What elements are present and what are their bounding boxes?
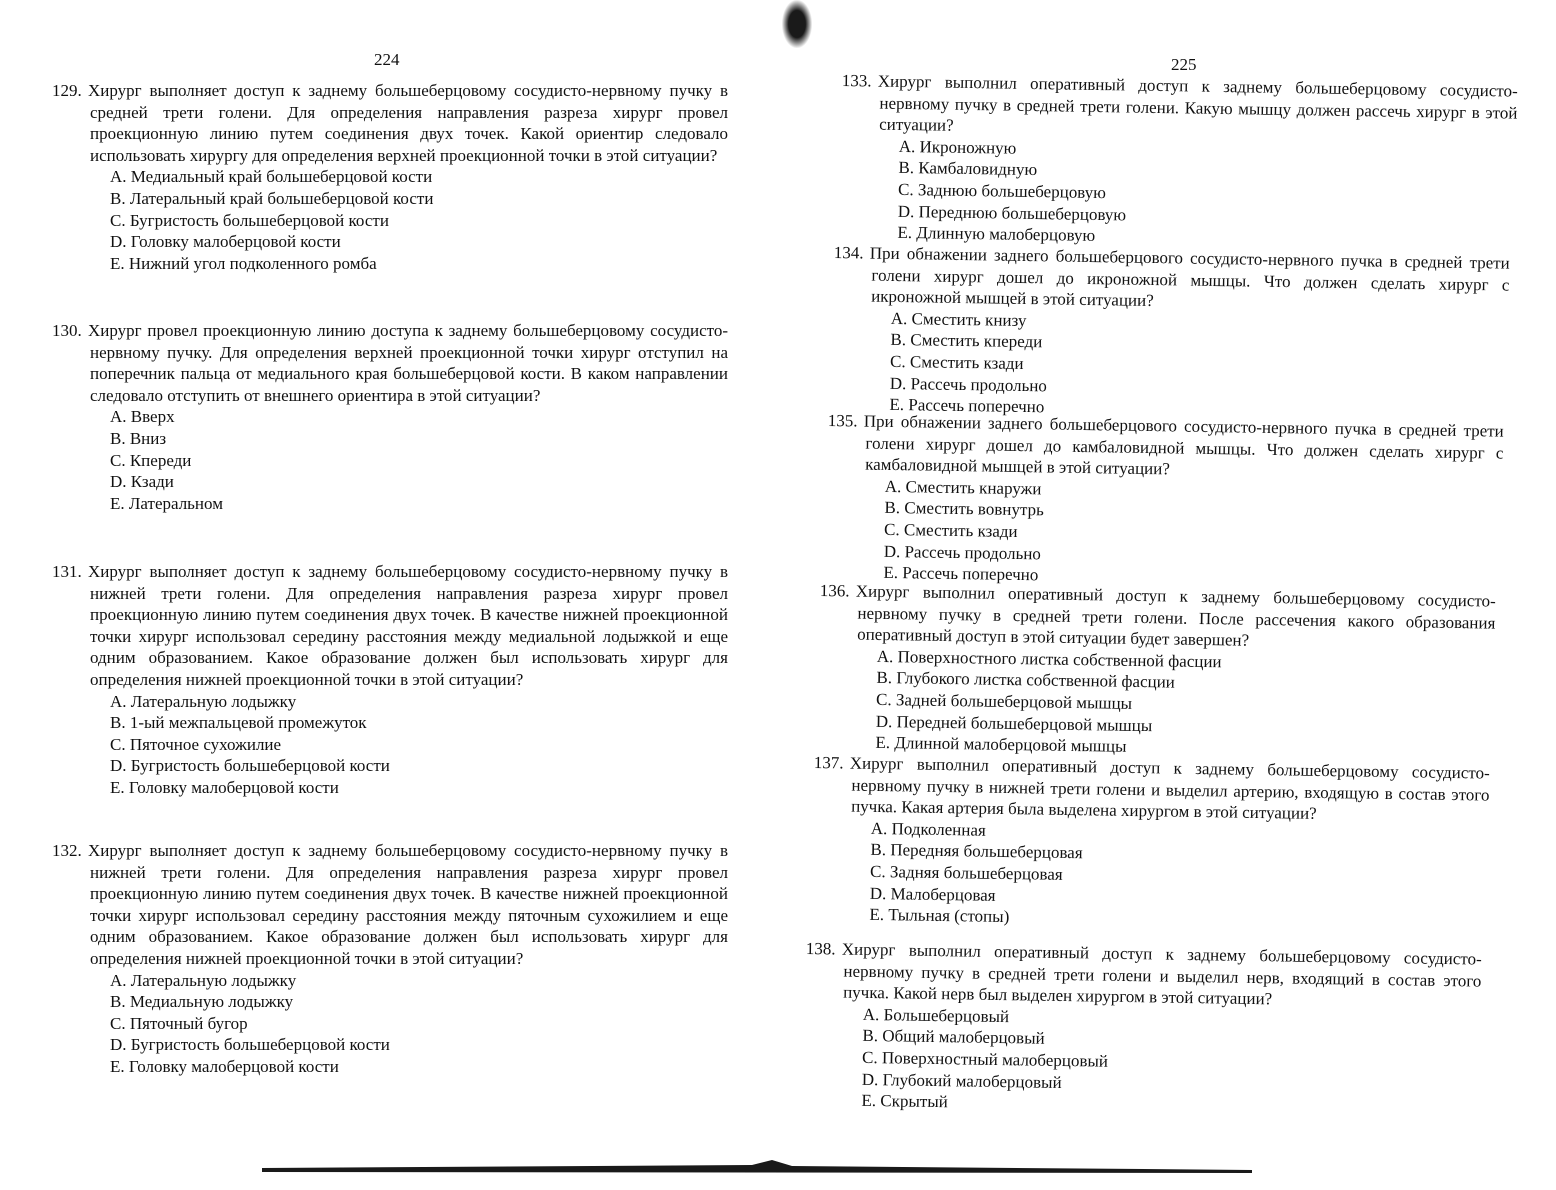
question-text <box>833 242 1510 317</box>
left-page <box>0 0 760 1190</box>
answer-option-c: С. Поверхностный малоберцовый <box>861 1047 1109 1071</box>
question-text <box>827 410 1504 485</box>
answer-option-c: С. Задней большеберцовой мышцы <box>875 689 1133 713</box>
answer-option-d: D. Рассечь продольно <box>883 541 1042 563</box>
question-134 <box>831 242 1510 425</box>
question-number: 137. <box>813 752 844 773</box>
answer-option-b: В. Сместить вовнутрь <box>884 498 1044 520</box>
question-138 <box>803 938 1482 1121</box>
answer-options <box>817 645 1495 764</box>
question-number: 129. <box>52 81 82 100</box>
answer-option-b: В. Медиальную лодыжку <box>110 992 294 1012</box>
answer-options <box>52 691 728 799</box>
answer-option-d: D. Переднюю большеберцовую <box>897 201 1127 225</box>
question-number: 136. <box>819 580 850 601</box>
answer-options <box>52 970 728 1078</box>
answer-option-a: А. Медиальный край большеберцовой кости <box>110 167 433 187</box>
question-131 <box>52 561 728 799</box>
answer-option-d: D. Головку малоберцовой кости <box>110 232 341 252</box>
answer-option-c: С. Задняя большеберцовая <box>869 861 1063 884</box>
answer-options <box>825 475 1503 594</box>
answer-option-e: Е. Латеральном <box>110 493 223 513</box>
answer-option-b: В. Латеральный край большеберцовой кости <box>110 188 434 208</box>
question-text <box>52 561 728 691</box>
answer-option-a: А. Латеральную лодыжку <box>110 691 297 711</box>
page-number: 225 <box>1171 55 1197 74</box>
answer-option-d: D. Бугристость большеберцовой кости <box>110 1035 390 1055</box>
question-body: Хирург выполняет доступ к заднему большеберцовому сосудисто-нервному пучку в нижней трети голени. Для определения направления разреза хирург провел проекционную линию путем соединения двух точек. В качестве нижней проекционной точки хирург использовал середину расстояния между медиальной лодыжкой и еще одним образованием. Какое образование должен был использовать хирург для определения нижней проекционной точки в этой ситуации? <box>88 562 728 689</box>
answer-option-c: С. Пяточный бугор <box>110 1013 248 1033</box>
right-page <box>790 0 1556 1190</box>
question-129 <box>52 80 728 274</box>
question-text <box>52 840 728 970</box>
answer-option-e: Е. Тыльная (стопы) <box>869 905 1010 927</box>
answer-option-a: А. Подколенная <box>870 818 986 840</box>
question-135 <box>825 410 1504 593</box>
question-text <box>841 70 1518 145</box>
answer-option-d: D. Кзади <box>110 472 174 492</box>
question-number: 133. <box>841 70 872 91</box>
answer-option-a: А. Поверхностного листка собственной фасции <box>876 646 1222 672</box>
question-130 <box>52 320 728 514</box>
answer-options <box>831 307 1509 426</box>
page-number: 224 <box>374 50 400 69</box>
answer-option-d: D. Рассечь продольно <box>889 373 1048 395</box>
answer-options <box>52 166 728 274</box>
answer-option-d: D. Бугристость большеберцовой кости <box>110 756 390 776</box>
question-body: Хирург выполнил оперативный доступ к заднему большеберцовому сосудисто-нервному пучку в средней трети голени и выделил нерв, входящий в состав этого пучка. Какой нерв был выделен хирургом в этой ситуации? <box>841 939 1482 1009</box>
answer-options <box>803 1003 1481 1122</box>
question-136 <box>817 580 1496 763</box>
question-number: 131. <box>52 562 82 581</box>
question-137 <box>811 752 1490 935</box>
answer-option-e: Е. Скрытый <box>861 1091 948 1112</box>
answer-option-e: Е. Длинную малоберцовую <box>897 223 1096 246</box>
question-text <box>52 80 728 166</box>
answer-option-c: С. Сместить кзади <box>889 351 1024 373</box>
question-number: 134. <box>833 242 864 263</box>
question-body: При обнажении заднего большеберцового сосудисто-нервного пучка в средней трети голени хирург дошел до икроножной мышцы. Что должен сделать хирург с икроножной мышцей в этой ситуации? <box>869 243 1510 311</box>
question-body: Хирург выполнил оперативный доступ к заднему большеберцовому сосудисто-нервному пучку в средней трети голени. После рассечения какого образования оперативный доступ в этой ситуации будет завершен? <box>855 581 1496 650</box>
answer-option-e: Е. Головку малоберцовой кости <box>110 777 339 797</box>
answer-options <box>52 406 728 514</box>
question-body: Хирург выполняет доступ к заднему большеберцовому сосудисто-нервному пучку в нижней трети голени. Для определения направления разреза хирург провел проекционную линию путем соединения двух точек. В качестве нижней проекционной точки хирург использовал середину расстояния между пяточным сухожилием и еще одним образованием. Какое образование должен был использовать хирург для определения нижней проекционной точки в этой ситуации? <box>88 841 728 968</box>
answer-option-a: А. Сместить кнаружи <box>884 476 1042 499</box>
answer-option-a: А. Икроножную <box>898 136 1017 158</box>
question-text <box>805 938 1482 1013</box>
answer-option-d: D. Глубокий малоберцовый <box>861 1069 1062 1092</box>
answer-option-b: В. Сместить кпереди <box>890 330 1043 352</box>
answer-option-a: А. Вверх <box>110 407 175 427</box>
question-body: Хирург выполнил оперативный доступ к заднему большеберцовому сосудисто-нервному пучку в средней трети голени. Какую мышцу должен рассечь хирург в этой ситуации? <box>877 71 1518 135</box>
answer-option-a: А. Большеберцовый <box>862 1004 1010 1026</box>
question-body: Хирург выполняет доступ к заднему большеберцовому сосудисто-нервному пучку в средней трети голени. Для определения направления разреза хирург провел проекционную линию путем соединения двух точек. Какой ориентир следовало использовать хирургу для определения верхней проекционной точки в этой ситуации? <box>88 81 728 165</box>
question-body: Хирург выполнил оперативный доступ к заднему большеберцовому сосудисто-нервному пучку в нижней трети голени и выделил артерию, входящую в состав этого пучка. Какая артерия была выделена хирургом в этой ситуации? <box>849 753 1490 824</box>
question-text <box>813 752 1490 827</box>
question-text <box>819 580 1496 655</box>
answer-option-a: А. Латеральную лодыжку <box>110 970 297 990</box>
scan-bottom-edge <box>262 1160 1252 1174</box>
answer-option-b: В. Глубокого листка собственной фасции <box>876 668 1176 692</box>
answer-option-e: Е. Рассечь поперечно <box>889 395 1045 417</box>
question-number: 135. <box>827 410 858 431</box>
answer-options <box>811 817 1489 936</box>
answer-option-d: D. Малоберцовая <box>869 883 996 905</box>
answer-option-e: Е. Головку малоберцовой кости <box>110 1056 339 1076</box>
answer-option-c: С. Бугристость большеберцовой кости <box>110 210 389 230</box>
answer-option-c: С. Пяточное сухожилие <box>110 734 282 754</box>
answer-option-d: D. Передней большеберцовой мышцы <box>875 711 1153 735</box>
answer-option-c: С. Заднюю большеберцовую <box>897 179 1107 203</box>
question-number: 132. <box>52 841 82 860</box>
question-body: При обнажении заднего большеберцового сосудисто-нервного пучка в средней трети голени хирург дошел до камбаловидной мышцы. Что должен сделать хирург с камбаловидной мышцей в этой ситуации? <box>863 411 1504 479</box>
scan-edge-shadow-icon <box>262 1160 1252 1174</box>
question-132 <box>52 840 728 1078</box>
answer-option-c: С. Сместить кзади <box>883 519 1018 541</box>
answer-option-b: В. Вниз <box>110 428 167 448</box>
answer-option-a: А. Сместить книзу <box>890 308 1027 330</box>
question-number: 138. <box>805 938 836 959</box>
answer-option-c: С. Кпереди <box>110 450 192 470</box>
answer-option-e: Е. Нижний угол подколенного ромба <box>110 253 377 273</box>
answer-option-e: Е. Рассечь поперечно <box>883 563 1039 585</box>
answer-option-b: В. Общий малоберцовый <box>862 1026 1045 1049</box>
answer-options <box>839 135 1517 254</box>
answer-option-b: В. Передняя большеберцовая <box>870 840 1083 863</box>
question-number: 130. <box>52 321 82 340</box>
answer-option-b: В. 1-ый межпальцевой промежуток <box>110 713 367 733</box>
answer-option-b: В. Камбаловидную <box>898 158 1038 180</box>
question-body: Хирург провел проекционную линию доступа к заднему большеберцовому сосудисто-нервному пучку. Для определения верхней проекционной точки хирург отступил на поперечник пальца от медиального края большеберцовой кости. В каком направлении следовало отступить от внешнего ориентира в этой ситуации? <box>88 321 728 405</box>
answer-option-e: Е. Длинной малоберцовой мышцы <box>875 733 1127 756</box>
question-133 <box>839 70 1518 253</box>
question-text <box>52 320 728 406</box>
